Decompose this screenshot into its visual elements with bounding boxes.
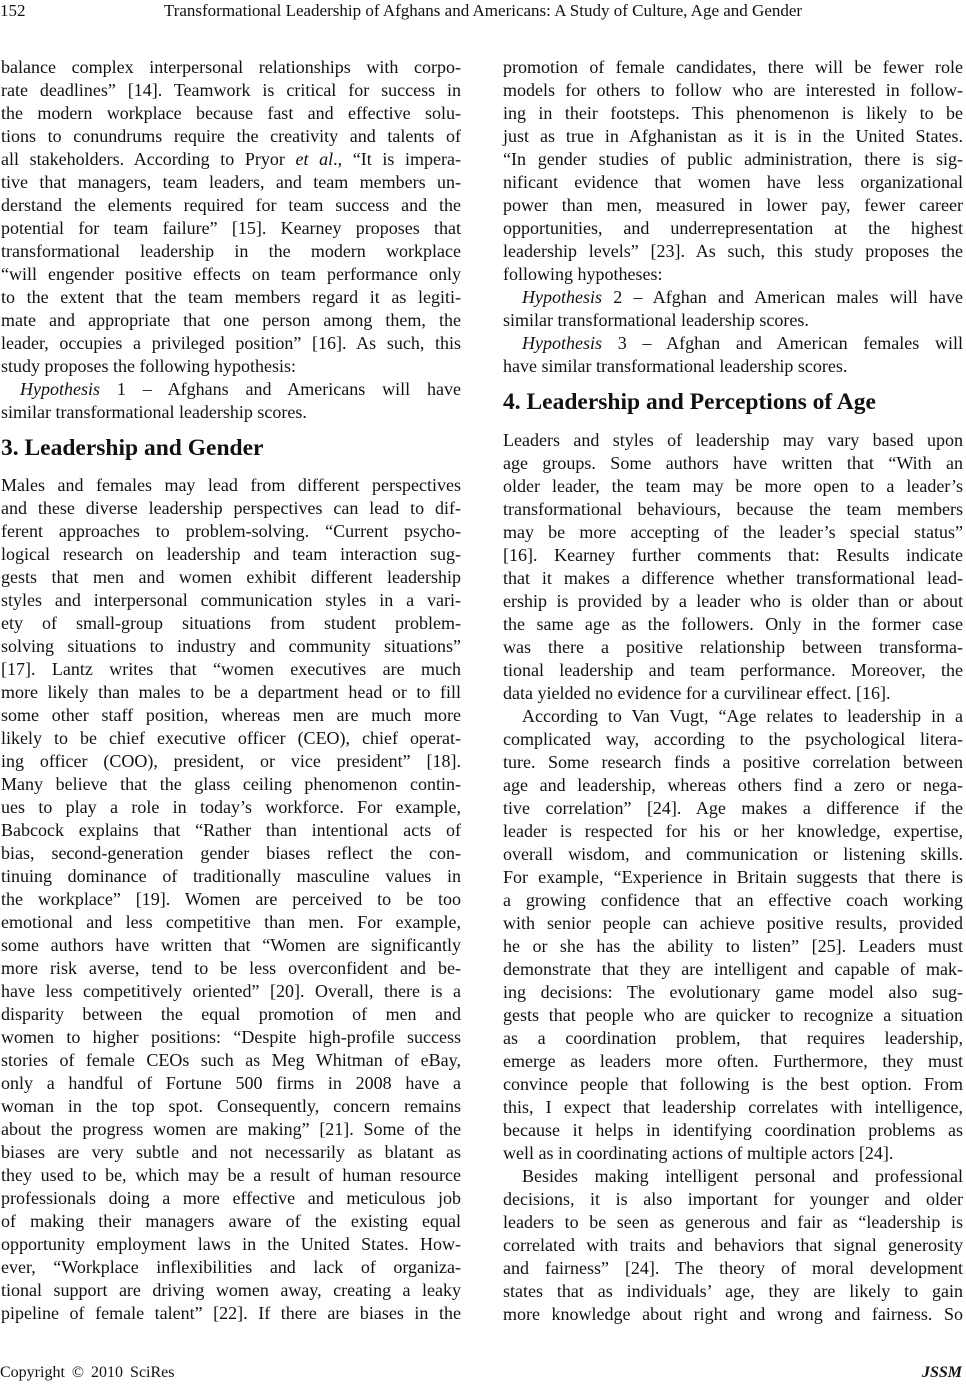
- paragraph: [1, 474, 461, 1325]
- text-line: correlated with traits and behaviors that signal generosity: [503, 1234, 963, 1255]
- text-line: bias, second-generation gender biases reflect the con-: [1, 842, 461, 863]
- text-line: [17]. Lantz writes that “women executives are much: [1, 658, 461, 679]
- running-title: Transformational Leadership of Afghans and Americans: A Study of Culture, Age and Gender: [163, 1, 803, 20]
- text-line: professionals doing a more effective and meticulous job: [1, 1187, 461, 1208]
- text-line: of making their managers aware of the existing equal: [1, 1210, 461, 1231]
- italic-text: Hypothesis: [522, 332, 602, 353]
- text-line: with senior people can achieve positive results, provided: [503, 912, 963, 933]
- text-line: the workplace” [19]. Women are perceived to be too: [1, 888, 461, 909]
- right-column: [503, 56, 963, 1326]
- text-line: well as in coordinating actions of multiple actors [24].: [503, 1142, 894, 1163]
- text-line: some authors have written that “Women are significantly: [1, 934, 461, 955]
- text-line: decisions, it is also important for younger and older: [503, 1188, 963, 1209]
- text-line: solving situations to industry and community situations”: [1, 635, 461, 656]
- text-line: similar transformational leadership scores.: [1, 401, 307, 422]
- text-line: promotion of female candidates, there will be fewer role: [503, 56, 963, 77]
- text-line: more risk averse, tend to be less overconfident and be-: [1, 957, 461, 978]
- text-line: [503, 332, 963, 355]
- text-line: gests that men and women exhibit different leadership: [1, 566, 461, 587]
- text-line: a growing confidence that an effective coach working: [503, 889, 963, 910]
- text-line: Besides making intelligent personal and professional: [522, 1165, 963, 1186]
- italic-text: et al: [295, 148, 334, 169]
- text-line: ety of small-group situations from student problem-: [1, 612, 461, 633]
- journal-abbreviation: JSSM: [921, 1364, 962, 1381]
- text-line: ing decisions: The evolutionary game model also sug-: [503, 981, 963, 1002]
- paragraph: [503, 286, 963, 332]
- text-line: and fairness” [24]. The theory of moral development: [503, 1257, 963, 1278]
- text-line: age groups. Some authors have written that “With an: [503, 452, 963, 473]
- text-line: this, I expect that leadership correlates with intelligence,: [503, 1096, 963, 1117]
- text-line: pipeline of female talent” [22]. If there are biases in the: [1, 1302, 461, 1323]
- text-line: just as true in Afghanistan as it is in the United States.: [503, 125, 963, 146]
- text-line: styles and interpersonal communication styles in a vari-: [1, 589, 461, 610]
- paragraph: [503, 705, 963, 1165]
- text-line: tive correlation” [24]. Age makes a difference if the: [503, 797, 963, 818]
- text-line: [503, 286, 963, 309]
- text-line: have less competitively oriented” [20]. Overall, there is a: [1, 980, 461, 1001]
- italic-text: Hypothesis: [522, 286, 602, 307]
- text-line: more knowledge about right and wrong and fairness. So: [503, 1303, 963, 1324]
- text-line: emotional and less competitive than men. For example,: [1, 911, 461, 932]
- paragraph: [503, 56, 963, 286]
- text-line: ership is provided by a leader who is older than or about: [503, 590, 963, 611]
- paragraph: [1, 378, 461, 424]
- paragraph: [503, 429, 963, 705]
- page-number: 152: [0, 1, 26, 20]
- text-line: likely to be chief executive officer (CEO), chief operat-: [1, 727, 461, 748]
- italic-text: Hypothesis: [20, 378, 100, 399]
- running-header: [0, 0, 966, 24]
- text-line: stories of female CEOs such as Meg Whitman of eBay,: [1, 1049, 461, 1070]
- text-line: models for others to follow who are interested in follow-: [503, 79, 963, 100]
- text-line: ferent approaches to problem-solving. “Current psycho-: [1, 520, 461, 541]
- text-line: states that as individuals’ age, they are likely to gain: [503, 1280, 963, 1301]
- text-line: may be more accepting of the leader’s special status”: [503, 521, 963, 542]
- text-line: biases are very subtle and not necessarily as blatant as: [1, 1141, 461, 1162]
- text-line: ues to play a role in today’s workforce. For example,: [1, 796, 461, 817]
- text-line: that it makes a difference whether transformational lead-: [503, 567, 963, 588]
- text-line: woman in the top spot. Consequently, concern remains: [1, 1095, 461, 1116]
- text-line: ture. Some research finds a positive correlation between: [503, 751, 963, 772]
- text-line: the modern workplace because fast and effective solu-: [1, 102, 461, 123]
- text-line: potential for team failure” [15]. Kearney proposes that: [1, 217, 461, 238]
- text-line: similar transformational leadership scores.: [503, 309, 809, 330]
- text-line: balance complex interpersonal relationships with corpo-: [1, 56, 461, 77]
- text-line: ing officer (COO), president, or vice president” [18].: [1, 750, 461, 771]
- text-line: study proposes the following hypothesis:: [1, 355, 296, 376]
- text-line: convince people that following is the best option. From: [503, 1073, 963, 1094]
- text-line: Males and females may lead from different perspectives: [1, 474, 461, 495]
- text-line: complicated way, according to the psychological litera-: [503, 728, 963, 749]
- text-line: only a handful of Fortune 500 firms in 2008 have a: [1, 1072, 461, 1093]
- text-line: tional support are driving women away, creating a leaky: [1, 1279, 461, 1300]
- text-line: rate deadlines” [14]. Teamwork is critical for success in: [1, 79, 461, 100]
- text-line: demonstrate that they are intelligent and capable of mak-: [503, 958, 963, 979]
- text-line: logical research on leadership and team interaction sug-: [1, 543, 461, 564]
- text-line: Leaders and styles of leadership may vary based upon: [503, 429, 963, 450]
- text-line: gests that people who are quicker to recognize a situation: [503, 1004, 963, 1025]
- text-line: power than men, measured in lower pay, fewer career: [503, 194, 963, 215]
- text-line: some other staff position, whereas men are much more: [1, 704, 461, 725]
- text-line: tions to conundrums require the creativity and talents of: [1, 125, 461, 146]
- text-line: following hypotheses:: [503, 263, 663, 284]
- text-line: ing in their footsteps. This phenomenon is likely to be: [503, 102, 963, 123]
- text-line: “In gender studies of public administration, there is sig-: [503, 148, 963, 169]
- text-line: transformational behaviours, because the team members: [503, 498, 963, 519]
- text-line: about the progress women are making” [21]. Some of the: [1, 1118, 461, 1139]
- text-line: According to Van Vugt, “Age relates to leadership in a: [522, 705, 963, 726]
- text-line: to the extent that the team members regard it as legiti-: [1, 286, 461, 307]
- paragraph: [503, 1165, 963, 1326]
- text-line: tive that managers, team leaders, and team members un-: [1, 171, 461, 192]
- text-line: Many believe that the glass ceiling phenomenon contin-: [1, 773, 461, 794]
- text-line: they used to be, which may be a result of human resource: [1, 1164, 461, 1185]
- copyright-notice: Copyright © 2010 SciRes: [0, 1364, 175, 1381]
- text-line: the same age as the followers. Only in the former case: [503, 613, 963, 634]
- text-line: transformational leadership in the modern workplace: [1, 240, 461, 261]
- text-line: leader, occupies a privileged position” [16]. As such, this: [1, 332, 461, 353]
- text-line: more likely than males to be a department head or to fill: [1, 681, 461, 702]
- text-line: For example, “Experience in Britain suggests that there is: [503, 866, 963, 887]
- text-line: age and leadership, whereas others find a zero or nega-: [503, 774, 963, 795]
- text-line: Babcock explains that “Rather than intentional acts of: [1, 819, 461, 840]
- text-line: and these diverse leadership perspectives can lead to dif-: [1, 497, 461, 518]
- text-line: opportunity employment laws in the United States. How-: [1, 1233, 461, 1254]
- section-heading: 4. Leadership and Perceptions of Age: [503, 389, 876, 415]
- text-line: leadership levels” [23]. As such, this study proposes the: [503, 240, 963, 261]
- text-line: older leader, the team may be more open to a leader’s: [503, 475, 963, 496]
- section-heading: 3. Leadership and Gender: [1, 435, 264, 461]
- text-line: tional leadership and team performance. Moreover, the: [503, 659, 963, 680]
- paragraph: [1, 56, 461, 378]
- text-line: because it helps in identifying coordination problems as: [503, 1119, 963, 1140]
- text-line: women to higher positions: “Despite high-profile success: [1, 1026, 461, 1047]
- text-line: emerge as leaders more often. Furthermore, they must: [503, 1050, 963, 1071]
- text-line: nificant evidence that women have less organizational: [503, 171, 963, 192]
- text-line: he or she has the ability to listen” [25]. Leaders must: [503, 935, 963, 956]
- text-line: opportunities, and underrepresentation at the highest: [503, 217, 963, 238]
- text-line: [16]. Kearney further comments that: Results indicate: [503, 544, 963, 565]
- text-line: data yielded no evidence for a curvilinear effect. [16].: [503, 682, 891, 703]
- text-segment: all stakeholders. According to Pryor: [1, 148, 296, 169]
- text-line: [1, 148, 461, 171]
- text-line: mate and appropriate that one person among them, the: [1, 309, 461, 330]
- page-footer: [0, 1362, 966, 1386]
- text-line: have similar transformational leadership scores.: [503, 355, 848, 376]
- text-line: ever, “Workplace inflexibilities and lack of organiza-: [1, 1256, 461, 1277]
- text-line: overall wisdom, and communication or listening skills.: [503, 843, 963, 864]
- text-line: was there a positive relationship between transforma-: [503, 636, 963, 657]
- text-line: derstand the elements required for team success and the: [1, 194, 461, 215]
- text-line: leader is respected for his or her knowledge, expertise,: [503, 820, 963, 841]
- paragraph: [503, 332, 963, 378]
- text-segment: 3 – Afghan and American females will: [602, 332, 963, 353]
- text-line: as a coordination problem, that requires leadership,: [503, 1027, 963, 1048]
- text-segment: 1 – Afghans and Americans will have: [100, 378, 461, 399]
- text-line: [1, 378, 461, 401]
- text-line: disparity between the equal promotion of men and: [1, 1003, 461, 1024]
- text-line: tinuing dominance of traditionally masculine values in: [1, 865, 461, 886]
- left-column: [1, 56, 461, 1325]
- text-line: “will engender positive effects on team performance only: [1, 263, 461, 284]
- text-segment: ., “It is impera-: [333, 148, 461, 169]
- text-line: leaders to be seen as generous and fair as “leadership is: [503, 1211, 963, 1232]
- text-segment: 2 – Afghan and American males will have: [602, 286, 963, 307]
